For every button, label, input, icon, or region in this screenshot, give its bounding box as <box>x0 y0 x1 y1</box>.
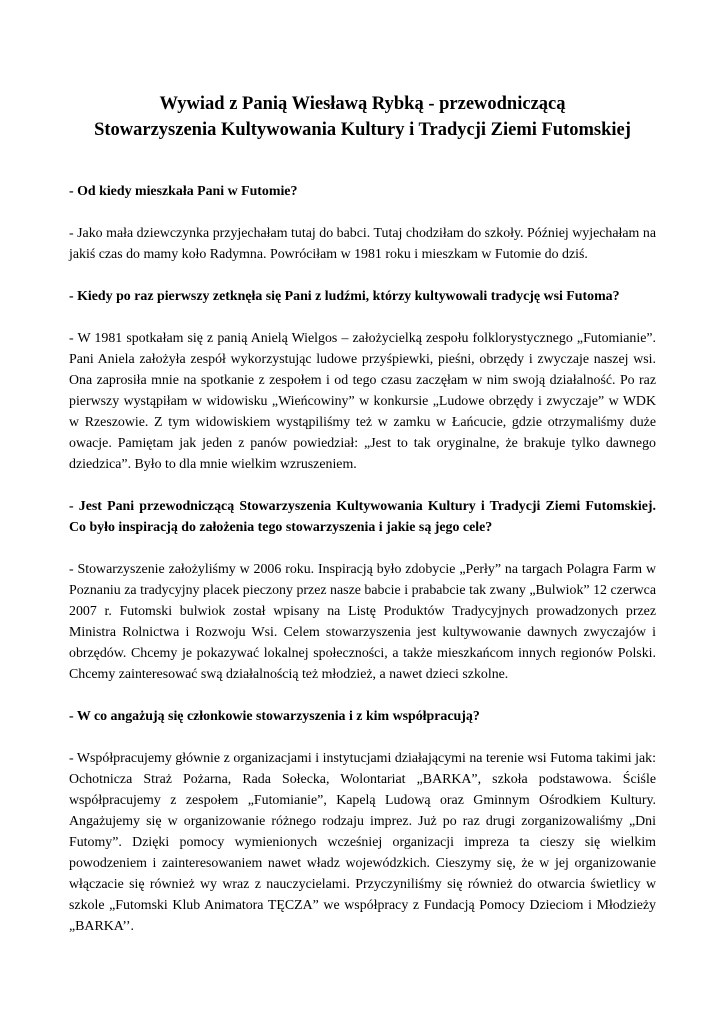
title-line-2: Stowarzyszenia Kultywowania Kultury i Tradycji Ziemi Futomskiej <box>94 120 631 140</box>
answer-4: - Współpracujemy głównie z organizacjami i instytucjami działającymi na terenie wsi Futoma takimi jak: Ochotnicza Straż Pożarna, Rada Sołecka, Wolontariat „BARKA”, szkoła podstawowa. Ściśle współpracujemy z zespołem „Futomianie”, Kapelą Ludową oraz Gminnym Ośrodkiem Kultury. Angażujemy się w organizowanie różnego rodzaju imprez. Już po raz drugi zorganizowaliśmy „Dni Futomy”. Dzięki pomocy wymienionych wcześniej organizacji impreza ta cieszy się wielkim powodzeniem i zainteresowaniem nawet władz wojewódzkich. Cieszymy się, że w jej organizowanie włączacie się również wy wraz z nauczycielami. Przyczyniliśmy się również do otwarcia świetlicy w szkole „Futomski Klub Animatora TĘCZA” we współpracy z Fundacją Pomocy Dzieciom i Młodzieży „BARKA’’. <box>69 751 656 934</box>
answer-2: - W 1981 spotkałam się z panią Anielą Wielgos – założycielką zespołu folklorystycznego „Futomianie”. Pani Aniela założyła zespół wykorzystując ludowe przyśpiewki, pieśni, obrzędy i zwyczaje naszej wsi. Ona zaprosiła mnie na spotkanie z zespołem i od tego czasu zaczęłam w nim swoją działalność. Po raz pierwszy wystąpiłam w widowisku „Wieńcowiny” w konkursie „Ludowe obrzędy i zwyczaje” w WDK w Rzeszowie. Z tym widowiskiem wystąpiliśmy też w zamku w Łańcucie, gdzie otrzymaliśmy duże owacje. Pamiętam jak jeden z panów powiedział: „Jest to tak oryginalne, że brakuje tylko dawnego dziedzica”. Było to dla mnie wielkim wzruszeniem. <box>69 331 656 472</box>
interview-body <box>69 181 656 937</box>
question-4: - W co angażują się członkowie stowarzyszenia i z kim współpracują? <box>69 709 480 724</box>
answer-3: - Stowarzyszenie założyliśmy w 2006 roku. Inspiracją było zdobycie „Perły” na targach Polagra Farm w Poznaniu za tradycyjny placek pieczony przez nasze babcie i prababcie tak zwany „Bulwiok” 12 czerwca 2007 r. Futomski bulwiok został wpisany na Listę Produktów Tradycyjnych prowadzonych przez Ministra Rolnictwa i Rozwoju Wsi. Celem stowarzyszenia jest kultywowanie dawnych zwyczajów i obrzędów. Chcemy je pokazywać lokalnej społeczności, a także mieszkańcom innych regionów Polski. Chcemy zainteresować swą działalnością też młodzież, a nawet dzieci szkolne. <box>69 562 656 682</box>
question-2: - Kiedy po raz pierwszy zetknęła się Pani z ludźmi, którzy kultywowali tradycję wsi Futoma? <box>69 289 620 304</box>
page-title <box>69 91 656 143</box>
question-1: - Od kiedy mieszkała Pani w Futomie? <box>69 184 298 199</box>
title-line-1: Wywiad z Panią Wiesławą Rybką - przewodniczącą <box>159 94 566 114</box>
question-3: - Jest Pani przewodniczącą Stowarzyszenia Kultywowania Kultury i Tradycji Ziemi Futomskiej. Co było inspiracją do założenia tego stowarzyszenia i jakie są jego cele? <box>69 499 656 535</box>
answer-1: - Jako mała dziewczynka przyjechałam tutaj do babci. Tutaj chodziłam do szkoły. Później wyjechałam na jakiś czas do mamy koło Radymna. Powróciłam w 1981 roku i mieszkam w Futomie do dziś. <box>69 226 656 262</box>
